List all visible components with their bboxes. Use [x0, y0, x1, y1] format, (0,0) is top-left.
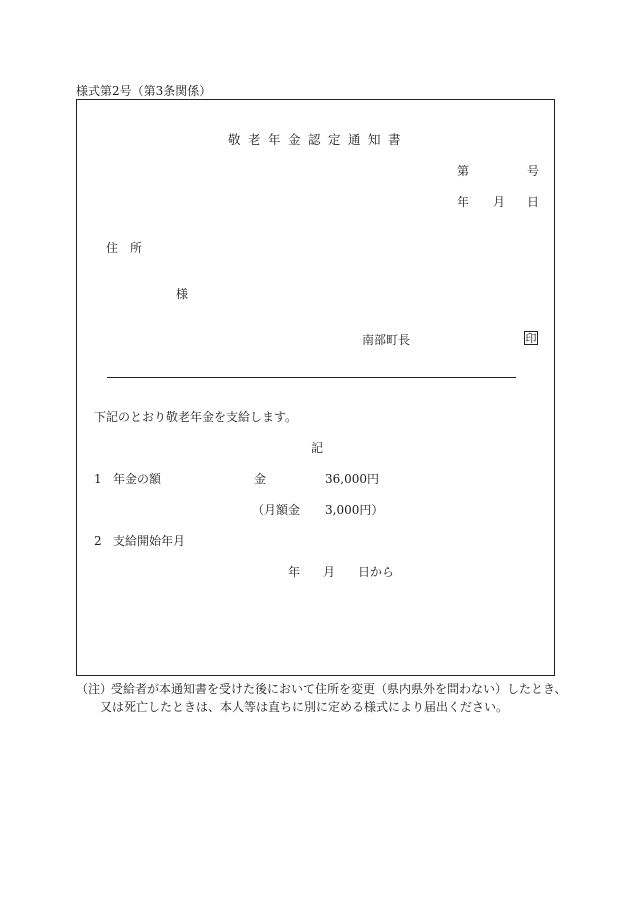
intro-text: 下記のとおり敬老年金を支給します。: [94, 410, 298, 424]
document-title: 敬老年金認定通知書: [228, 132, 409, 147]
number-prefix: 第: [457, 164, 470, 178]
start-day-from-label: 日から: [358, 565, 395, 579]
start-year-label: 年: [288, 565, 301, 579]
monthly-amount-label: （月額金: [252, 503, 301, 517]
item-1-label: 年金の額: [113, 472, 162, 486]
note-marker: （注）: [76, 682, 113, 696]
amount-value: 36,000円: [325, 472, 379, 486]
date-day-label: 日: [527, 195, 540, 209]
date-year-label: 年: [457, 195, 470, 209]
ki-label: 記: [311, 441, 324, 455]
item-2-number: 2: [94, 534, 102, 548]
note-line-1: 受給者が本通知書を受けた後において住所を変更（県内県外を問わない）したとき、: [111, 682, 567, 696]
number-suffix: 号: [527, 164, 540, 178]
date-month-label: 月: [493, 195, 506, 209]
monthly-amount-value: 3,000円）: [325, 503, 384, 517]
honorific-label: 様: [176, 287, 189, 301]
start-month-label: 月: [323, 565, 336, 579]
item-1-number: 1: [94, 472, 102, 486]
note-line-2: 又は死亡したときは、本人等は直ちに別に定める様式により届出ください。: [100, 700, 509, 714]
seal-mark: 印: [525, 331, 537, 345]
issuer-name: 南部町長: [362, 333, 411, 347]
item-2-label: 支給開始年月: [113, 534, 186, 548]
form-label: 様式第2号（第3条関係）: [76, 84, 212, 98]
address-label: 住 所: [106, 241, 143, 255]
amount-currency-label: 金: [254, 472, 267, 486]
divider-line: [107, 377, 516, 378]
form-frame: [76, 99, 555, 676]
